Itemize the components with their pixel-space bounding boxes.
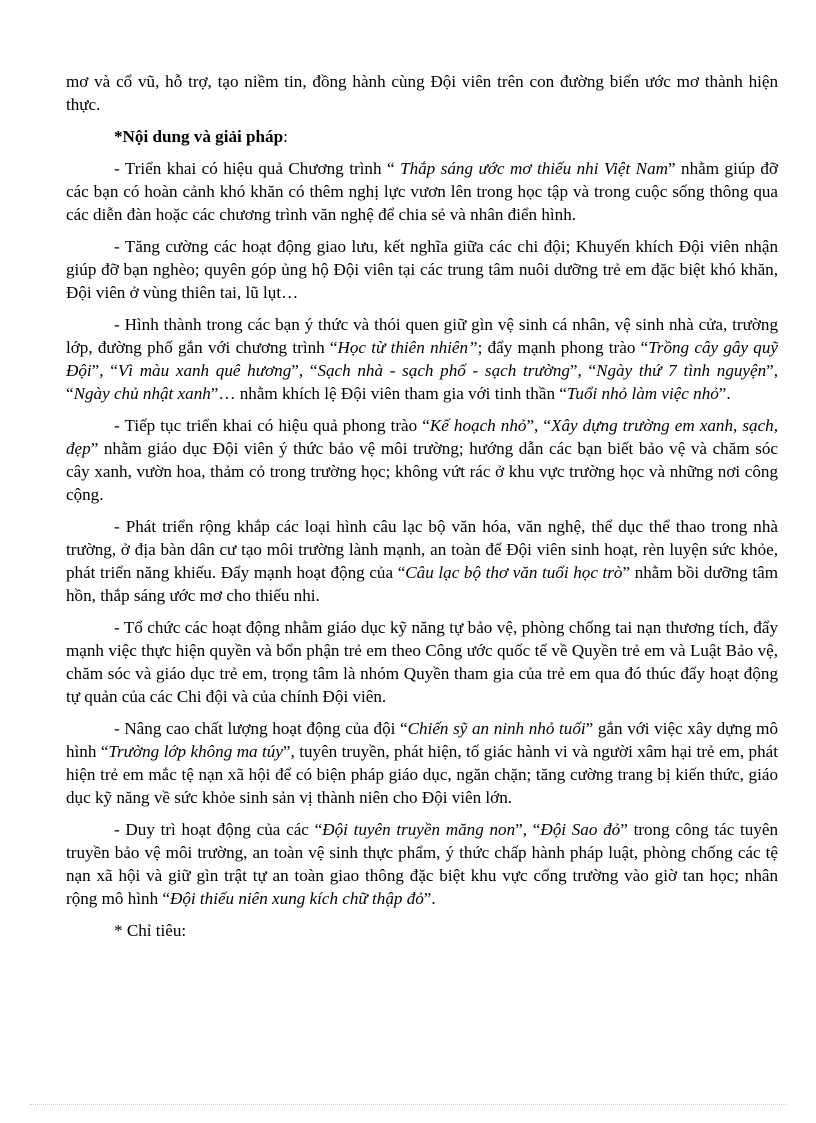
text-run: ”.	[718, 384, 731, 403]
italic-phrase: Ngày chủ nhật xanh	[73, 384, 211, 403]
page-footer-divider	[30, 1104, 786, 1105]
italic-phrase: Tuổi nhỏ làm việc nhỏ	[566, 384, 719, 403]
text-run: ” gắn với việc xây dựng mô hình “	[66, 719, 779, 761]
italic-phrase: Trường lớp không ma túy	[108, 742, 283, 761]
body-paragraph	[66, 235, 778, 304]
text-run: ”, “	[66, 361, 779, 403]
document-page	[66, 70, 778, 951]
body-paragraph	[66, 717, 778, 809]
body-paragraph	[66, 616, 778, 708]
text-run: - Tiếp tục triển khai có hiệu quả phong trào “	[114, 416, 430, 435]
text-run: ”, “	[515, 820, 541, 839]
italic-phrase: Học từ thiên nhiên”	[337, 338, 478, 357]
text-run: ”, tuyên truyền, phát hiện, tố giác hành vi và người xâm hại trẻ em, phát hiện trẻ em mắc tệ nạn xã hội để có biện pháp giáo dục, ngăn chặn; tăng cường trang bị kiến thức, giáo dục kỹ năng về sức khỏe sinh sản vị thành niên cho Đội viên lớn.	[66, 742, 778, 807]
section-heading-text: *Nội dung và giải pháp	[114, 127, 284, 146]
intro-paragraph: mơ và cổ vũ, hỗ trợ, tạo niềm tin, đồng hành cùng Đội viên trên con đường biến ước mơ thành hiện thực.	[66, 72, 778, 114]
text-run: ” nhằm giúp đỡ các bạn có hoàn cảnh khó khăn có thêm nghị lực vươn lên trong học tập và trong cuộc sống thông qua các diễn đàn hoặc các chương trình văn nghệ để chia sẻ và nhân điển hình.	[66, 159, 778, 224]
italic-phrase: Đội Sao đỏ	[540, 820, 621, 839]
text-run: - Tổ chức các hoạt động nhằm giáo dục kỹ năng tự bảo vệ, phòng chống tai nạn thương tích, đẩy mạnh việc thực hiện quyền và bổn phận trẻ em theo Công ước quốc tế về Quyền trẻ em và Luật Bảo vệ, chăm sóc và giáo dục trẻ em, trọng tâm là nhóm Quyền tham gia của trẻ em qua đó thúc đẩy hoạt động tự quản của các Chi đội và của chính Đội viên.	[66, 618, 778, 706]
targets-heading: * Chỉ tiêu:	[114, 921, 187, 940]
italic-phrase: Kế hoạch nhỏ	[429, 416, 527, 435]
text-run: - Hình thành trong các bạn ý thức và thói quen giữ gìn vệ sinh cá nhân, vệ sinh nhà cửa, trường lớp, đường phố gắn với chương trình “	[66, 315, 778, 357]
text-run: ”, “	[91, 361, 118, 380]
body-paragraph	[66, 414, 778, 506]
italic-phrase: Thắp sáng ước mơ thiếu nhi Việt Nam	[400, 159, 668, 178]
text-run: ”.	[423, 889, 436, 908]
body-paragraph	[66, 157, 778, 226]
text-run: - Duy trì hoạt động của các “	[114, 820, 323, 839]
italic-phrase: Trồng cây gây quỹ Đội	[66, 338, 778, 380]
body-paragraph	[66, 313, 778, 405]
text-run: ”… nhằm khích lệ Đội viên tham gia với tinh thần “	[210, 384, 567, 403]
text-run: ; đẩy mạnh phong trào “	[477, 338, 649, 357]
text-run: ” trong công tác tuyên truyền bảo vệ môi trường, an toàn vệ sinh thực phẩm, ý thức chấp hành pháp luật, phòng chống các tệ nạn xã hội và giữ gìn trật tự an toàn giao thông đặc biệt khu vực cổng trường vào giờ tan học; nhân rộng mô hình “	[66, 820, 779, 908]
italic-phrase: Câu lạc bộ thơ văn tuổi học trò	[405, 563, 623, 582]
italic-phrase: Chiến sỹ an ninh nhỏ tuổi	[407, 719, 586, 738]
body-paragraph	[66, 818, 778, 910]
body-paragraphs	[66, 157, 778, 910]
text-run: ” nhằm giáo dục Đội viên ý thức bảo vệ môi trường; hướng dẫn các bạn biết bảo vệ và chăm sóc cây xanh, vườn hoa, thảm cỏ trong trường học; không vứt rác ở khu vực trường học và những nơi công cộng.	[66, 439, 778, 504]
italic-phrase: Ngày thứ 7 tình nguyện	[596, 361, 767, 380]
text-run: ”, “	[526, 416, 551, 435]
section-heading-colon: :	[283, 127, 288, 146]
text-run: - Triển khai có hiệu quả Chương trình “	[114, 159, 401, 178]
text-run: - Phát triển rộng khắp các loại hình câu lạc bộ văn hóa, văn nghệ, thể dục thể thao trong nhà trường, ở địa bàn dân cư tạo môi trường lành mạnh, an toàn để Đội viên sinh hoạt, rèn luyện sức khỏe, phát triển năng khiếu. Đẩy mạnh hoạt động của “	[66, 517, 778, 582]
text-run: - Tăng cường các hoạt động giao lưu, kết nghĩa giữa các chi đội; Khuyến khích Đội viên nhận giúp đỡ bạn nghèo; quyên góp ủng hộ Đội viên tại các trung tâm nuôi dưỡng trẻ em đặc biệt khó khăn, Đội viên ở vùng thiên tai, lũ lụt…	[66, 237, 778, 302]
italic-phrase: Đội thiếu niên xung kích chữ thập đỏ	[169, 889, 424, 908]
section-heading	[66, 125, 778, 148]
italic-phrase: Sạch nhà - sạch phố - sạch trường	[317, 361, 570, 380]
text-run: ”, “	[291, 361, 318, 380]
italic-phrase: Vì màu xanh quê hương	[117, 361, 292, 380]
body-paragraph	[66, 515, 778, 607]
italic-phrase: Xây dựng trường em xanh, sạch, đẹp	[66, 416, 778, 458]
italic-phrase: Đội tuyên truyền măng non	[322, 820, 516, 839]
text-run: - Nâng cao chất lượng hoạt động của đội “	[114, 719, 408, 738]
text-run: ” nhằm bồi dưỡng tâm hồn, thắp sáng ước mơ cho thiếu nhi.	[66, 563, 778, 605]
text-run: ”, “	[569, 361, 597, 380]
